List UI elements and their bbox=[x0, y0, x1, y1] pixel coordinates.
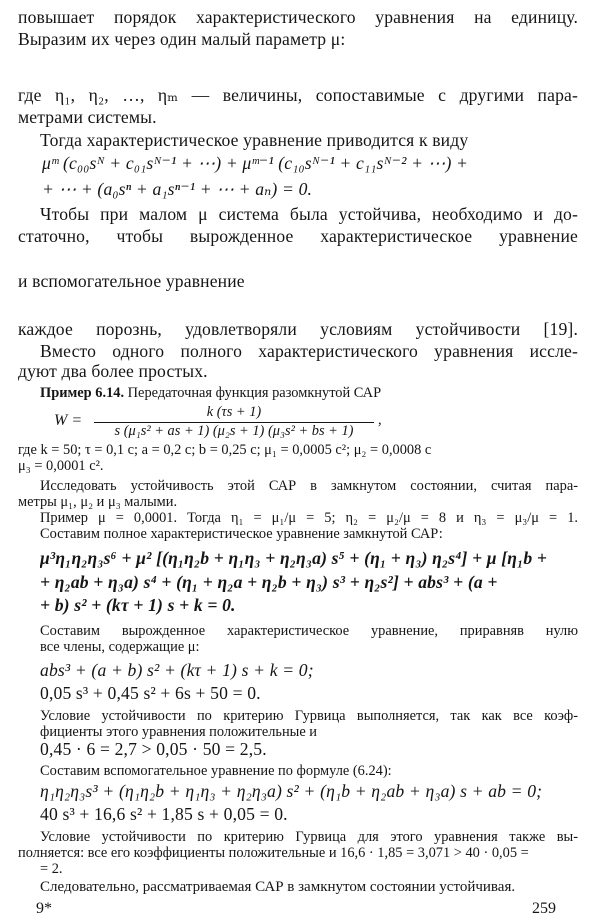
text-line: дуют два более простых. bbox=[18, 361, 208, 381]
equation-line: η₁η₂η₃s³ + (η₁η₂b + η₁η₃ + η₂η₃a) s² + (η₁b + η₂ab + η₃a) s + ab = 0; bbox=[40, 781, 543, 801]
text-line: полняется: все его коэффициенты положительные и 16,6 · 1,85 = 3,071 > 40 · 0,05 = bbox=[18, 845, 529, 861]
fraction-numerator: k (τs + 1) bbox=[206, 404, 262, 420]
text-line: каждое порознь, удовлетворяли условиям устойчивости [19]. bbox=[18, 319, 578, 339]
text-line: Вместо одного полного характеристического уравнения иссле- bbox=[40, 341, 578, 361]
text-line: Чтобы при малом μ система была устойчива, необходимо и до- bbox=[40, 204, 578, 224]
text-line: фициенты этого уравнения положительные и bbox=[40, 724, 318, 740]
text-line: Выразим их через один малый параметр μ: bbox=[18, 29, 346, 49]
equation-line: μ³η₁η₂η₃s⁶ + μ² [(η₁η₂b + η₁η₃ + η₂η₃a) s⁵ + (η₁ + η₃) η₂s⁴] + μ [η₁b + bbox=[40, 548, 548, 568]
equation-line: + b) s² + (kτ + 1) s + k = 0. bbox=[40, 595, 236, 615]
text-line: Условие устойчивости по критерию Гурвица для этого уравнения также вы- bbox=[40, 829, 578, 845]
fraction-comma: , bbox=[378, 412, 382, 428]
text-line: Исследовать устойчивость этой САР в замкнутом состоянии, считая пара- bbox=[40, 478, 578, 494]
equation-line: + η₂ab + η₃a) s⁴ + (η₁ + η₂a + η₂b + η₃) s³ + η₂s²] + abs³ + (a + bbox=[40, 572, 498, 592]
fraction-lhs: W = bbox=[54, 412, 83, 429]
example-label: Пример 6.14. bbox=[40, 385, 125, 401]
equation-line: 0,05 s³ + 0,45 s² + 6s + 50 = 0. bbox=[40, 683, 261, 703]
page-number: 259 bbox=[532, 900, 556, 917]
text-line: все члены, содержащие μ: bbox=[40, 639, 200, 655]
text-line: Тогда характеристическое уравнение приводится к виду bbox=[40, 130, 469, 150]
equation-line: 0,45 · 6 = 2,7 > 0,05 · 50 = 2,5. bbox=[40, 739, 267, 759]
text-line: метрами системы. bbox=[18, 107, 157, 127]
text-line: Пример μ = 0,0001. Тогда η₁ = μ₁/μ = 5; η₂ = μ₂/μ = 8 и η₃ = μ₃/μ = 1. bbox=[40, 510, 578, 526]
signature-mark: 9* bbox=[36, 900, 52, 917]
equation-line: μᵐ (c₀₀sᴺ + c₀₁sᴺ⁻¹ + ⋯) + μᵐ⁻¹ (c₁₀sᴺ⁻¹ + c₁₁sᴺ⁻² + ⋯) + bbox=[42, 153, 469, 173]
text-line: Составим полное характеристическое уравнение замкнутой САР: bbox=[40, 526, 443, 542]
equation-line: + ⋯ + (a₀sⁿ + a₁sⁿ⁻¹ + ⋯ + aₙ) = 0. bbox=[42, 179, 313, 199]
text-line: метры μ₁, μ₂ и μ₃ малыми. bbox=[18, 494, 178, 510]
text-line: где k = 50; τ = 0,1 с; a = 0,2 с; b = 0,25 с; μ₁ = 0,0005 с²; μ₂ = 0,0008 с bbox=[18, 442, 432, 458]
text-line: Составим вспомогательное уравнение по формуле (6.24): bbox=[40, 763, 392, 779]
text-line: = 2. bbox=[40, 861, 63, 877]
text-line: Составим вырожденное характеристическое уравнение, приравняв нулю bbox=[40, 623, 578, 639]
equation-line: abs³ + (a + b) s² + (kτ + 1) s + k = 0; bbox=[40, 660, 314, 680]
text-line: μ₃ = 0,0001 с². bbox=[18, 458, 104, 474]
text-line: статочно, чтобы вырожденное характеристическое уравнение bbox=[18, 226, 578, 246]
text-line: повышает порядок характеристического уравнения на единицу. bbox=[18, 7, 578, 27]
equation-line: 40 s³ + 16,6 s² + 1,85 s + 0,05 = 0. bbox=[40, 804, 288, 824]
text-line: Следовательно, рассматриваемая САР в замкнутом состоянии устойчивая. bbox=[40, 879, 516, 895]
transfer-function bbox=[18, 404, 578, 438]
example-heading bbox=[40, 384, 578, 402]
text-line: где η₁, η₂, …, ηₘ — величины, сопоставимые с другими пара- bbox=[18, 85, 578, 105]
text-line: Условие устойчивости по критерию Гурвица выполняется, так как все коэф- bbox=[40, 708, 578, 724]
fraction-denominator: s (μ₁s² + as + 1) (μ₂s + 1) (μ₃s² + bs + 1) bbox=[114, 423, 354, 439]
text-line: и вспомогательное уравнение bbox=[18, 271, 245, 291]
example-title: Передаточная функция разомкнутой САР bbox=[124, 385, 382, 401]
